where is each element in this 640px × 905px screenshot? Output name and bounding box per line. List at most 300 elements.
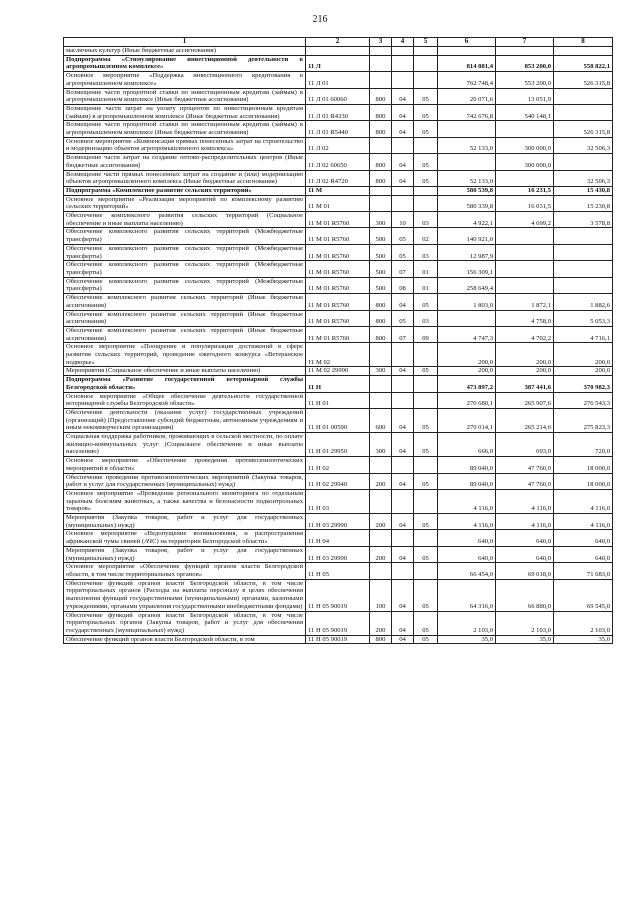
row-amount-year-1	[438, 47, 496, 56]
row-name: Мероприятия (Закупка товаров, работ и услуг для государственных (муниципальных) нужд)	[64, 546, 306, 562]
row-name: Обеспечение деятельности (оказание услуг) государственных учреждений (организаций) (Предоставление субсидий бюджетным, автономным учреждениям и иным некоммерческим организациям)	[64, 408, 306, 432]
row-expense-type: 100	[370, 579, 392, 611]
table-row	[64, 88, 613, 104]
row-section	[392, 376, 414, 392]
row-subsection	[414, 47, 438, 56]
row-section	[392, 55, 414, 71]
row-code: 11 М 01 R5760	[306, 277, 370, 293]
table-body	[64, 47, 613, 644]
row-expense-type: 800	[370, 294, 392, 310]
row-amount-year-1: 258 649,4	[438, 277, 496, 293]
row-code: 11 Н 04	[306, 530, 370, 546]
row-amount-year-3	[554, 244, 613, 260]
table-row	[64, 611, 613, 635]
row-amount-year-1: 20 071,6	[438, 88, 496, 104]
row-expense-type	[370, 376, 392, 392]
table-row	[64, 473, 613, 489]
row-name: Возмещение части затрат на уплату процентов по инвестиционным кредитам (займам) в агропромышленном комплексе (Иные бюджетные ассигнования)	[64, 104, 306, 120]
row-section: 04	[392, 579, 414, 611]
row-expense-type	[370, 457, 392, 473]
row-name: Обеспечение комплексного развития сельских территорий (Межбюджетные трансферты)	[64, 244, 306, 260]
row-section: 04	[392, 367, 414, 376]
row-subsection	[414, 72, 438, 88]
table-row	[64, 154, 613, 170]
row-amount-year-3: 32 506,3	[554, 170, 613, 186]
row-code: 11 Н	[306, 376, 370, 392]
header-col-4: 4	[392, 38, 414, 47]
table-row	[64, 104, 613, 120]
row-expense-type: 800	[370, 104, 392, 120]
row-expense-type: 800	[370, 310, 392, 326]
row-section: 04	[392, 170, 414, 186]
row-amount-year-3: 526 315,8	[554, 121, 613, 137]
row-amount-year-1: 89 040,0	[438, 473, 496, 489]
row-code: 11 М 01 R5760	[306, 228, 370, 244]
table-row	[64, 170, 613, 186]
row-name: Основное мероприятие «Общее обеспечение деятельности государственной ветеринарной службы Белгородской области»	[64, 392, 306, 408]
row-amount-year-2: 4 116,0	[496, 489, 554, 513]
row-name: Основное мероприятие «Поощрение и популяризация достижений в сфере развития сельских территорий, проведение ежегодного конкурса «Ветеранское подворье»	[64, 343, 306, 367]
row-section: 04	[392, 294, 414, 310]
table-row	[64, 530, 613, 546]
row-amount-year-3: 69 545,0	[554, 579, 613, 611]
row-expense-type: 500	[370, 277, 392, 293]
row-amount-year-1: 814 881,4	[438, 55, 496, 71]
table-row	[64, 244, 613, 260]
row-amount-year-1: 270 680,1	[438, 392, 496, 408]
row-amount-year-1: 473 897,2	[438, 376, 496, 392]
row-expense-type: 200	[370, 473, 392, 489]
row-name: Обеспечение комплексного развития сельских территорий (Иные бюджетные ассигнования)	[64, 310, 306, 326]
row-name: Обеспечение комплексного развития сельских территорий (Социальное обеспечение и иные выплаты населению)	[64, 212, 306, 228]
row-amount-year-2: 66 880,0	[496, 579, 554, 611]
row-section	[392, 563, 414, 579]
row-expense-type	[370, 55, 392, 71]
row-amount-year-2: 265 907,6	[496, 392, 554, 408]
row-name: Подпрограмма «Стимулирование инвестиционной деятельности в агропромышленном комплексе»	[64, 55, 306, 71]
row-amount-year-1: 580 539,8	[438, 186, 496, 195]
row-expense-type	[370, 530, 392, 546]
row-code: 11 Н 03 29990	[306, 514, 370, 530]
row-amount-year-2: 47 760,0	[496, 473, 554, 489]
row-amount-year-3: 32 506,3	[554, 137, 613, 153]
row-subsection	[414, 563, 438, 579]
table-row	[64, 579, 613, 611]
row-subsection: 05	[414, 433, 438, 457]
row-amount-year-2: 553 200,0	[496, 72, 554, 88]
row-subsection	[414, 186, 438, 195]
row-amount-year-2: 16 031,5	[496, 195, 554, 211]
row-code: 11 М	[306, 186, 370, 195]
row-amount-year-1: 1 803,0	[438, 294, 496, 310]
row-expense-type: 800	[370, 88, 392, 104]
row-amount-year-2: 693,0	[496, 433, 554, 457]
row-amount-year-1: 4 116,0	[438, 489, 496, 513]
header-col-2: 2	[306, 38, 370, 47]
row-expense-type: 800	[370, 635, 392, 644]
row-section: 04	[392, 408, 414, 432]
header-col-3: 3	[370, 38, 392, 47]
row-section: 04	[392, 154, 414, 170]
row-section	[392, 186, 414, 195]
table-row	[64, 457, 613, 473]
row-section	[392, 137, 414, 153]
row-amount-year-3: 276 543,3	[554, 392, 613, 408]
row-expense-type: 800	[370, 121, 392, 137]
row-amount-year-1: 66 454,0	[438, 563, 496, 579]
row-name: Основное мероприятие «Обеспечение проведения противоэпизоотических мероприятий в области»	[64, 457, 306, 473]
row-expense-type	[370, 392, 392, 408]
row-name: Мероприятия (Социальное обеспечение и иные выплаты населению)	[64, 367, 306, 376]
row-expense-type: 300	[370, 367, 392, 376]
row-section: 04	[392, 104, 414, 120]
table-row	[64, 546, 613, 562]
row-section	[392, 489, 414, 513]
row-expense-type: 800	[370, 326, 392, 342]
row-expense-type	[370, 186, 392, 195]
row-section: 04	[392, 611, 414, 635]
row-code: 11 М 01 R5760	[306, 244, 370, 260]
row-expense-type: 800	[370, 170, 392, 186]
row-amount-year-1	[438, 121, 496, 137]
row-name: Обеспечение функций органов власти Белгородской области, в том числе территориальных органов (Расходы на выплаты персоналу в целях обеспечения выполнения функций государственными (муниципальными) органами, казенными учреждениями, органами управления государственными внебюджетными фондами)	[64, 579, 306, 611]
row-amount-year-3	[554, 228, 613, 244]
row-amount-year-3: 275 823,3	[554, 408, 613, 432]
row-section: 05	[392, 244, 414, 260]
row-name: Возмещение части процентной ставки по инвестиционным кредитам (займам) в агропромышленном комплексе (Иные бюджетные ассигнования)	[64, 121, 306, 137]
row-amount-year-3: 15 430,8	[554, 186, 613, 195]
table-row	[64, 186, 613, 195]
row-subsection: 02	[414, 228, 438, 244]
row-code: 11 М 01 R5760	[306, 310, 370, 326]
row-expense-type	[370, 137, 392, 153]
row-name: Обеспечение комплексного развития сельских территорий (Межбюджетные трансферты)	[64, 277, 306, 293]
row-section	[392, 72, 414, 88]
row-amount-year-3	[554, 88, 613, 104]
table-row	[64, 195, 613, 211]
row-subsection	[414, 530, 438, 546]
row-amount-year-2	[496, 277, 554, 293]
row-amount-year-3: 4 116,0	[554, 514, 613, 530]
row-amount-year-1	[438, 154, 496, 170]
header-col-7: 7	[496, 38, 554, 47]
table-row	[64, 408, 613, 432]
row-code	[306, 47, 370, 56]
row-name: Основное мероприятие «Реализация мероприятий по комплексному развитию сельских территорий»	[64, 195, 306, 211]
row-amount-year-3: 3 578,8	[554, 212, 613, 228]
row-amount-year-3: 15 230,8	[554, 195, 613, 211]
row-amount-year-1: 52 133,0	[438, 170, 496, 186]
row-subsection: 05	[414, 611, 438, 635]
row-name: Основное мероприятие «Недопущение возникновения, и распространения африканской чумы свиней (АЧС) на территории Белгородской области»	[64, 530, 306, 546]
row-amount-year-1: 200,0	[438, 367, 496, 376]
header-col-1: 1	[64, 38, 306, 47]
row-amount-year-1: 156 309,1	[438, 261, 496, 277]
row-amount-year-2: 640,0	[496, 530, 554, 546]
row-amount-year-2: 300 000,0	[496, 154, 554, 170]
row-subsection: 03	[414, 244, 438, 260]
row-amount-year-2: 2 103,0	[496, 611, 554, 635]
row-code: 11 М 01 R5760	[306, 261, 370, 277]
row-name: Основное мероприятие «Проведение регионального мониторинга по отдельным заразным болезням животных, а также качества и безопасности подконтрольных товаров»	[64, 489, 306, 513]
table-row	[64, 261, 613, 277]
row-amount-year-2: 200,0	[496, 343, 554, 367]
row-amount-year-1: 4 747,3	[438, 326, 496, 342]
row-expense-type: 200	[370, 514, 392, 530]
row-name: Обеспечение комплексного развития сельских территорий (Иные бюджетные ассигнования)	[64, 326, 306, 342]
row-code: 11 Н 05 90019	[306, 579, 370, 611]
row-amount-year-2: 853 200,0	[496, 55, 554, 71]
row-amount-year-1: 4 922,1	[438, 212, 496, 228]
row-amount-year-3: 1 882,6	[554, 294, 613, 310]
table-row	[64, 212, 613, 228]
table-row	[64, 228, 613, 244]
table-row	[64, 294, 613, 310]
row-name: Подпрограмма «Комплексное развитие сельских территорий»	[64, 186, 306, 195]
row-amount-year-1: 4 116,0	[438, 514, 496, 530]
row-subsection: 05	[414, 473, 438, 489]
row-amount-year-3: 558 822,1	[554, 55, 613, 71]
row-code: 11 Н 02	[306, 457, 370, 473]
row-amount-year-2: 200,0	[496, 367, 554, 376]
row-code: 11 Л 01 R4330	[306, 104, 370, 120]
row-section: 08	[392, 277, 414, 293]
row-amount-year-3	[554, 261, 613, 277]
row-code: 11 Н 05 90019	[306, 611, 370, 635]
row-code: 11 М 01 R5760	[306, 326, 370, 342]
header-col-5: 5	[414, 38, 438, 47]
header-col-8: 8	[554, 38, 613, 47]
header-col-6: 6	[438, 38, 496, 47]
row-amount-year-2: 265 214,6	[496, 408, 554, 432]
row-subsection: 05	[414, 514, 438, 530]
row-subsection: 05	[414, 294, 438, 310]
row-amount-year-3: 640,0	[554, 546, 613, 562]
row-amount-year-2: 47 760,0	[496, 457, 554, 473]
row-name: Мероприятия (Закупка товаров, работ и услуг для государственных (муниципальных) нужд)	[64, 514, 306, 530]
row-subsection	[414, 195, 438, 211]
table-row	[64, 514, 613, 530]
row-amount-year-2: 4 699,2	[496, 212, 554, 228]
row-code: 11 Н 01 29950	[306, 433, 370, 457]
row-code: 11 Л	[306, 55, 370, 71]
row-amount-year-3: 71 683,0	[554, 563, 613, 579]
row-expense-type: 500	[370, 244, 392, 260]
row-amount-year-3: 18 000,0	[554, 457, 613, 473]
table-row	[64, 310, 613, 326]
row-code: 11 Н 05	[306, 563, 370, 579]
table-row	[64, 72, 613, 88]
row-amount-year-3: 4 116,0	[554, 489, 613, 513]
row-section	[392, 530, 414, 546]
table-row	[64, 121, 613, 137]
row-amount-year-1: 12 987,9	[438, 244, 496, 260]
row-expense-type: 500	[370, 228, 392, 244]
row-amount-year-2	[496, 121, 554, 137]
row-amount-year-3: 5 053,3	[554, 310, 613, 326]
row-amount-year-2: 4 702,2	[496, 326, 554, 342]
row-amount-year-3: 526 315,8	[554, 72, 613, 88]
table-row	[64, 563, 613, 579]
row-code: 11 М 02	[306, 343, 370, 367]
row-amount-year-2	[496, 170, 554, 186]
row-expense-type: 800	[370, 154, 392, 170]
table-row	[64, 489, 613, 513]
row-amount-year-1: 35,0	[438, 635, 496, 644]
row-section: 04	[392, 473, 414, 489]
row-name: Основное мероприятие «Поддержка инвестиционного кредитования в агропромышленном комплексе»	[64, 72, 306, 88]
row-subsection: 01	[414, 277, 438, 293]
row-amount-year-3: 370 982,3	[554, 376, 613, 392]
row-amount-year-1	[438, 310, 496, 326]
row-amount-year-3: 2 103,0	[554, 611, 613, 635]
row-section: 10	[392, 212, 414, 228]
row-code: 11 Н 02 29940	[306, 473, 370, 489]
row-amount-year-1: 89 040,0	[438, 457, 496, 473]
row-subsection	[414, 392, 438, 408]
row-expense-type	[370, 563, 392, 579]
row-code: 11 М 01 R5760	[306, 294, 370, 310]
row-subsection: 05	[414, 121, 438, 137]
row-section: 04	[392, 514, 414, 530]
row-name: Подпрограмма «Развитие государственной ветеринарной службы Белгородской области»	[64, 376, 306, 392]
row-section: 04	[392, 433, 414, 457]
row-expense-type: 300	[370, 433, 392, 457]
row-section: 05	[392, 228, 414, 244]
row-amount-year-2: 540 148,1	[496, 104, 554, 120]
row-subsection: 05	[414, 579, 438, 611]
row-section	[392, 195, 414, 211]
row-amount-year-1: 640,0	[438, 530, 496, 546]
row-subsection	[414, 55, 438, 71]
page-number: 216	[312, 14, 328, 25]
row-section	[392, 457, 414, 473]
row-subsection: 05	[414, 635, 438, 644]
row-amount-year-3: 200,0	[554, 367, 613, 376]
row-code: 11 Н 03 29990	[306, 546, 370, 562]
row-expense-type	[370, 489, 392, 513]
table-row	[64, 277, 613, 293]
row-amount-year-2: 4 116,0	[496, 514, 554, 530]
row-amount-year-3: 640,0	[554, 530, 613, 546]
row-subsection: 09	[414, 326, 438, 342]
row-amount-year-1: 2 103,0	[438, 611, 496, 635]
row-section: 05	[392, 310, 414, 326]
row-expense-type: 500	[370, 261, 392, 277]
row-name: Основное мероприятие «Компенсация прямых понесенных затрат на строительство и модернизацию объектов агропромышленного комплекса»	[64, 137, 306, 153]
row-subsection: 05	[414, 154, 438, 170]
row-amount-year-2	[496, 228, 554, 244]
row-subsection: 05	[414, 408, 438, 432]
row-amount-year-2: 1 872,1	[496, 294, 554, 310]
row-section: 04	[392, 635, 414, 644]
row-section	[392, 47, 414, 56]
row-name: Обеспечение проведения противоэпизоотических мероприятий (Закупка товаров, работ и услуг для государственных (муниципальных) нужд)	[64, 473, 306, 489]
row-amount-year-2: 13 051,9	[496, 88, 554, 104]
row-subsection: 05	[414, 170, 438, 186]
row-name: Возмещение части затрат на создание оптово-распределительных центров (Иные бюджетные ассигнования)	[64, 154, 306, 170]
row-amount-year-2: 300 000,0	[496, 137, 554, 153]
row-subsection: 05	[414, 367, 438, 376]
row-amount-year-1: 200,0	[438, 343, 496, 367]
table-row	[64, 326, 613, 342]
table-row	[64, 137, 613, 153]
row-amount-year-1: 762 748,4	[438, 72, 496, 88]
row-code: 11 М 01	[306, 195, 370, 211]
row-amount-year-3	[554, 277, 613, 293]
row-amount-year-3	[554, 154, 613, 170]
row-expense-type	[370, 343, 392, 367]
row-amount-year-2: 4 758,0	[496, 310, 554, 326]
row-amount-year-1: 52 133,0	[438, 137, 496, 153]
table-row	[64, 343, 613, 367]
row-amount-year-3	[554, 47, 613, 56]
row-section: 07	[392, 326, 414, 342]
row-amount-year-1: 64 316,0	[438, 579, 496, 611]
row-amount-year-3: 18 000,0	[554, 473, 613, 489]
row-subsection	[414, 489, 438, 513]
row-section: 07	[392, 261, 414, 277]
row-expense-type	[370, 195, 392, 211]
table-row	[64, 376, 613, 392]
row-subsection: 03	[414, 310, 438, 326]
table-row	[64, 433, 613, 457]
row-subsection	[414, 343, 438, 367]
row-expense-type	[370, 72, 392, 88]
row-subsection: 05	[414, 88, 438, 104]
row-code: 11 Н 05 90019	[306, 635, 370, 644]
row-code: 11 Н 01 00590	[306, 408, 370, 432]
row-amount-year-1: 666,0	[438, 433, 496, 457]
row-name: Основное мероприятие «Обеспечение функций органов власти Белгородской области, в том числе территориальных органов»	[64, 563, 306, 579]
table-row	[64, 55, 613, 71]
row-amount-year-2: 16 231,5	[496, 186, 554, 195]
row-section: 04	[392, 546, 414, 562]
row-amount-year-3: 4 716,1	[554, 326, 613, 342]
row-amount-year-3	[554, 104, 613, 120]
row-expense-type: 200	[370, 546, 392, 562]
row-amount-year-2: 387 441,6	[496, 376, 554, 392]
row-section	[392, 343, 414, 367]
row-subsection	[414, 457, 438, 473]
row-code: 11 Л 02 R4720	[306, 170, 370, 186]
row-expense-type	[370, 47, 392, 56]
table-row	[64, 47, 613, 56]
row-amount-year-2	[496, 261, 554, 277]
budget-table	[63, 37, 613, 644]
row-expense-type: 200	[370, 611, 392, 635]
row-code: 11 Л 01 60060	[306, 88, 370, 104]
row-name: Социальная поддержка работников, проживающих в сельской местности, по оплате жилищно-коммунальных услуг (Социальное обеспечение и иные выплаты населению)	[64, 433, 306, 457]
row-name: Обеспечение комплексного развития сельских территорий (Иные бюджетные ассигнования)	[64, 294, 306, 310]
row-name: Обеспечение комплексного развития сельских территорий (Межбюджетные трансферты)	[64, 261, 306, 277]
row-subsection	[414, 376, 438, 392]
row-code: 11 Н 01	[306, 392, 370, 408]
table-header-row	[64, 38, 613, 47]
row-expense-type: 600	[370, 408, 392, 432]
row-expense-type: 300	[370, 212, 392, 228]
row-section: 04	[392, 88, 414, 104]
row-subsection	[414, 137, 438, 153]
row-subsection: 03	[414, 212, 438, 228]
row-code: 11 Л 01 R5440	[306, 121, 370, 137]
row-amount-year-1: 270 014,1	[438, 408, 496, 432]
row-amount-year-2: 35,0	[496, 635, 554, 644]
row-amount-year-2: 640,0	[496, 546, 554, 562]
row-name: Обеспечение комплексного развития сельских территорий (Межбюджетные трансферты)	[64, 228, 306, 244]
row-amount-year-2: 69 018,0	[496, 563, 554, 579]
row-amount-year-1: 140 921,0	[438, 228, 496, 244]
